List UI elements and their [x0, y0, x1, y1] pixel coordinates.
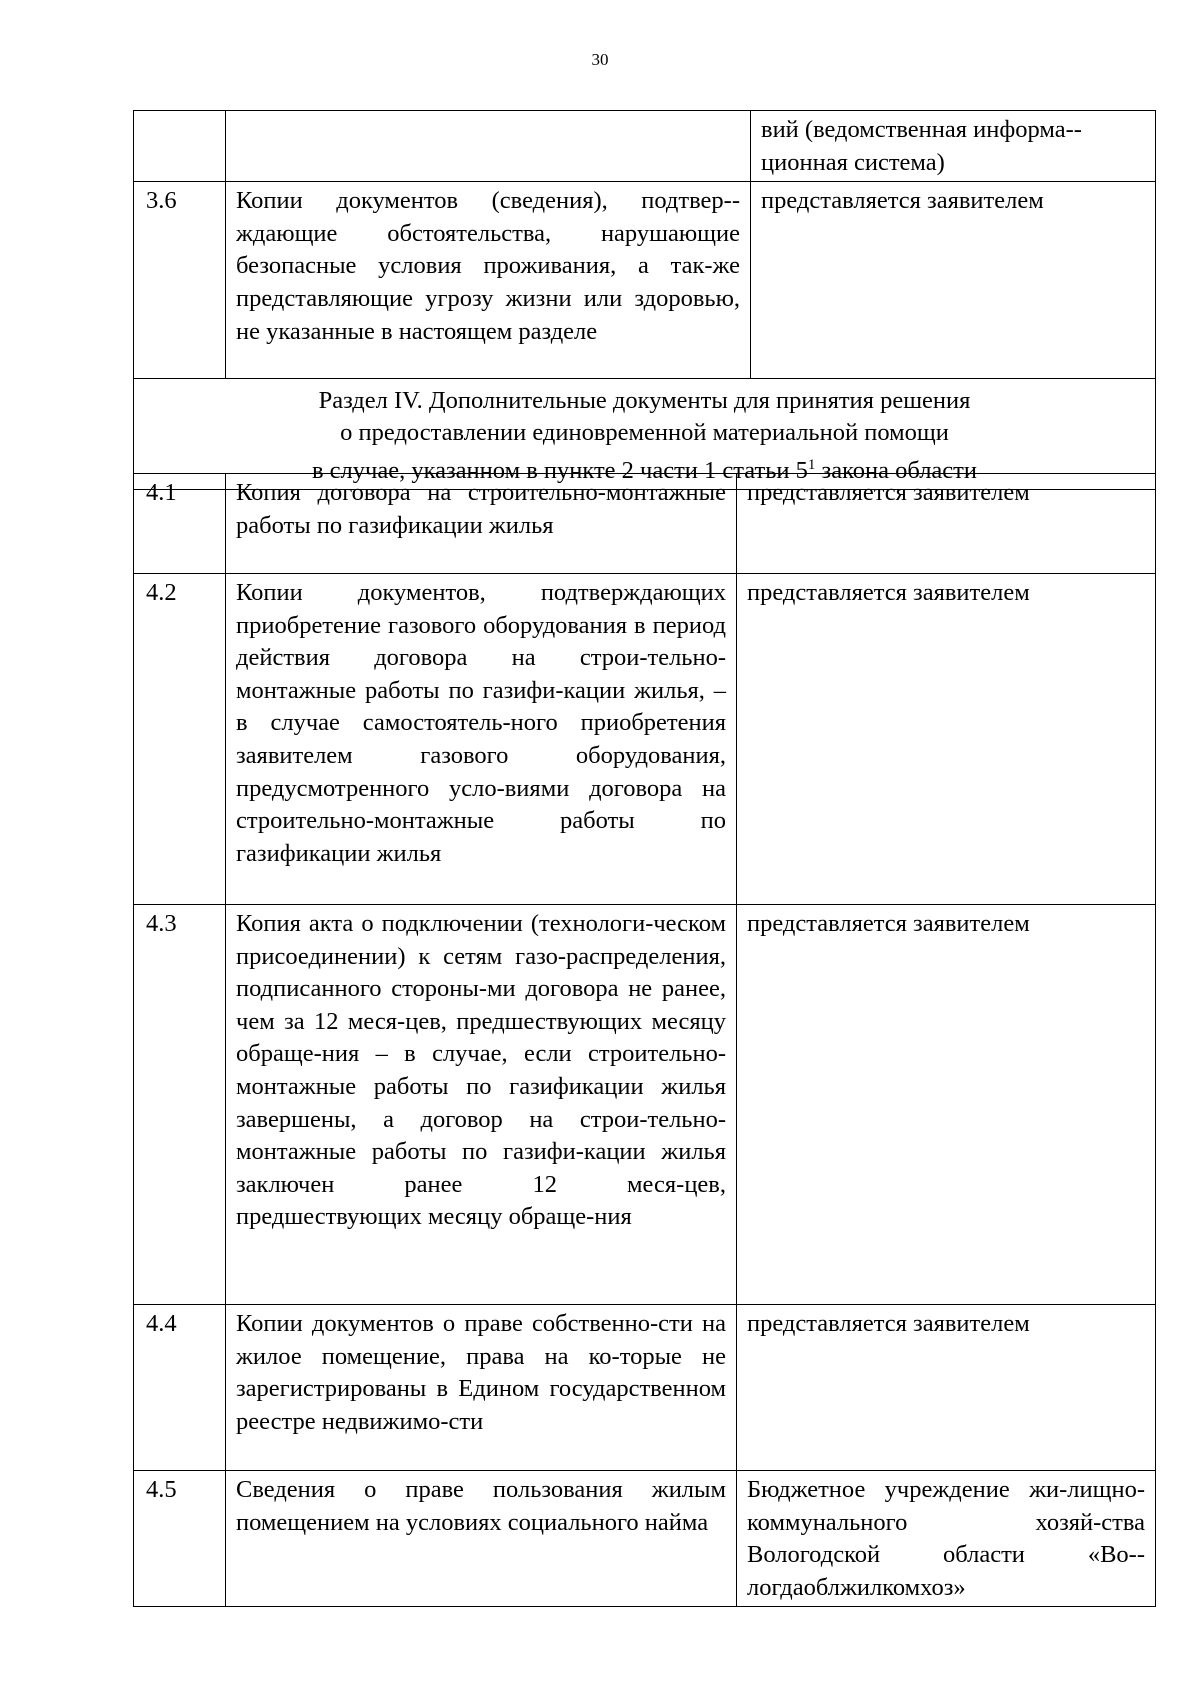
- document-source: представляется заявителем: [737, 1305, 1156, 1471]
- documents-table-bottom: [133, 473, 1156, 1607]
- document-description: Копии документов (сведения), подтвер-ждающие обстоятельства, нарушающие безопасные условия проживания, а так-же представляющие угрозу жизни или здоровью, не указанные в настоящем разделе: [226, 182, 751, 379]
- table-row: [134, 1305, 1156, 1471]
- table-row: [134, 182, 1156, 379]
- documents-table-top: [133, 110, 1156, 490]
- table-row: [134, 1471, 1156, 1607]
- row-number: [134, 111, 226, 182]
- table-row: [134, 111, 1156, 182]
- document-source: вий (ведомственная информа-ционная система): [751, 111, 1156, 182]
- document-description: Копия акта о подключении (технологи-ческом присоединении) к сетям газо-распределения, подписанного стороны-ми договора не ранее, чем за 12 меся-цев, предшествующих месяцу обраще-ния – в случае, если строительно-монтажные работы по газификации жилья завершены, а договор на строи-тельно-монтажные работы по газифи-кации жилья заключен ранее 12 меся-цев, предшествующих месяцу обраще-ния: [226, 905, 737, 1305]
- row-number: 4.3: [134, 905, 226, 1305]
- document-description: Копия договора на строительно-монтажные работы по газификации жилья: [226, 474, 737, 574]
- table-row: [134, 574, 1156, 905]
- row-number: 4.1: [134, 474, 226, 574]
- document-source: Бюджетное учреждение жи-лищно-коммунального хозяй-ства Вологодской области «Во-логдаоблжилкомхоз»: [737, 1471, 1156, 1607]
- document-description: [226, 111, 751, 182]
- document-source: представляется заявителем: [751, 182, 1156, 379]
- document-description: Копии документов, подтверждающих приобретение газового оборудования в период действия договора на строи-тельно-монтажные работы по газифи-кации жилья, – в случае самостоятель-ного приобретения заявителем газового оборудования, предусмотренного усло-виями договора на строительно-монтажные работы по газификации жилья: [226, 574, 737, 905]
- document-source: представляется заявителем: [737, 574, 1156, 905]
- row-number: 4.4: [134, 1305, 226, 1471]
- document-description: Копии документов о праве собственно-сти на жилое помещение, права на ко-торые не зарегистрированы в Едином государственном реестре недвижимо-сти: [226, 1305, 737, 1471]
- document-source: представляется заявителем: [737, 474, 1156, 574]
- document-description: Сведения о праве пользования жилым помещением на условиях социального найма: [226, 1471, 737, 1607]
- page-number: 30: [591, 50, 609, 69]
- table-row: [134, 474, 1156, 574]
- document-source: представляется заявителем: [737, 905, 1156, 1305]
- table-row: [134, 905, 1156, 1305]
- section-4-title: Раздел IV. Дополнительные документы для принятия решения: [318, 387, 971, 415]
- superscript-1: 1: [807, 457, 816, 474]
- row-number: 3.6: [134, 182, 226, 379]
- section-4-subtitle: о предоставлении единовременной материальной помощи: [340, 419, 949, 447]
- row-number: 4.5: [134, 1471, 226, 1607]
- row-number: 4.2: [134, 574, 226, 905]
- section-4-reference-tail: закона области: [815, 457, 978, 485]
- section-4-reference-text: в случае, указанном в пункте 2 части 1 статьи 5: [311, 457, 808, 485]
